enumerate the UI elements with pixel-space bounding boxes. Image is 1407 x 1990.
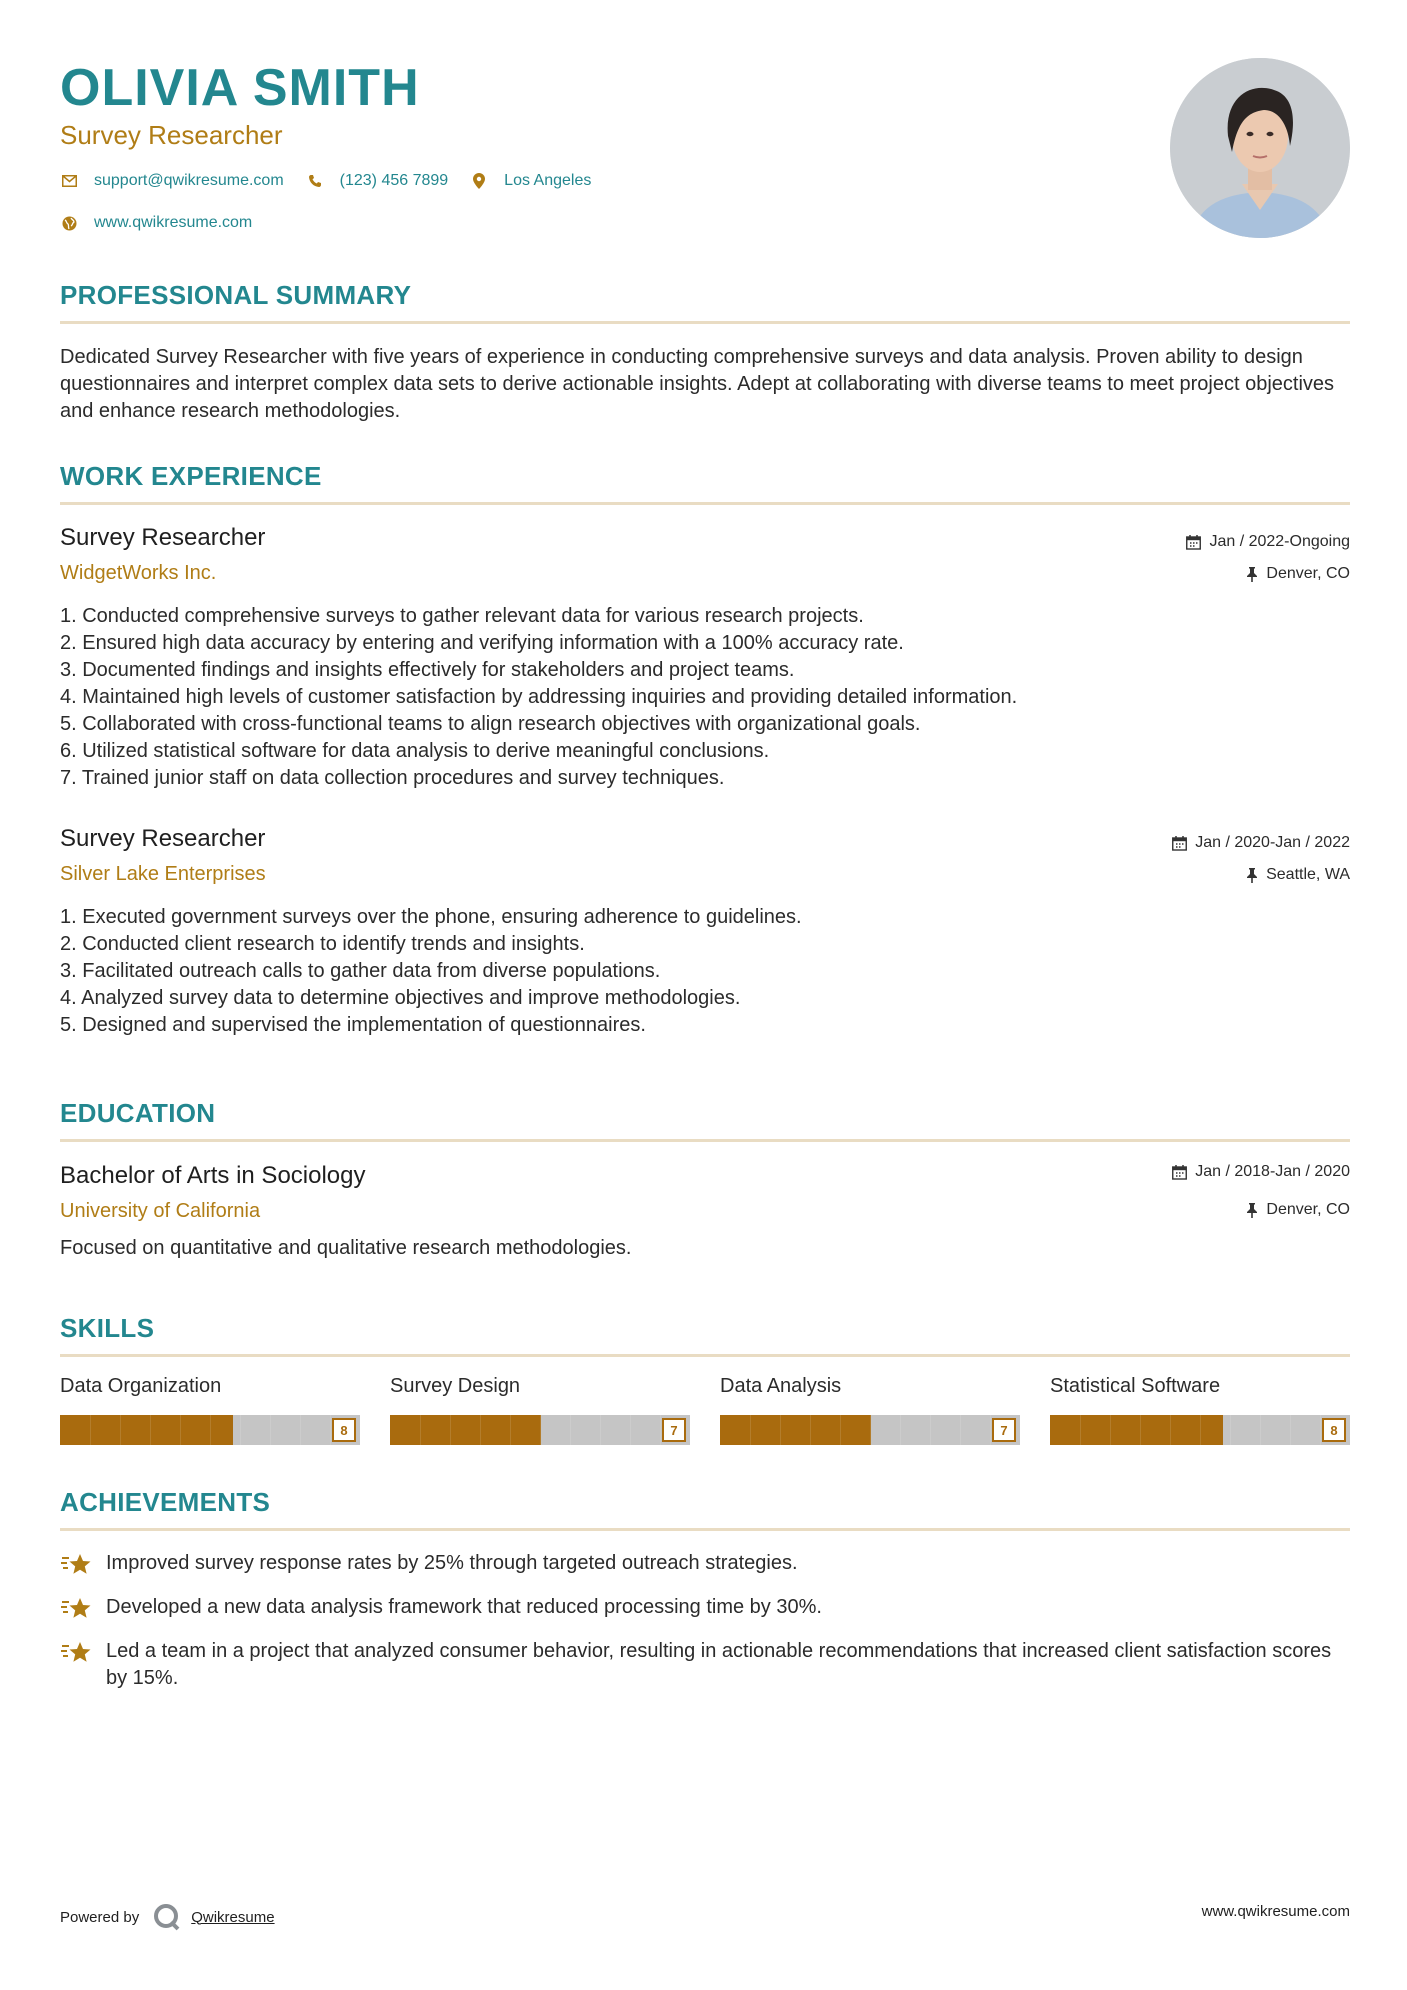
- skill-bar-segment: [150, 1415, 151, 1445]
- website-text: www.qwikresume.com: [94, 214, 253, 231]
- skill-bar-segment: [1080, 1415, 1081, 1445]
- powered-by-label: Powered by: [60, 1908, 140, 1926]
- email-text: support@qwikresume.com: [94, 172, 284, 189]
- footer-website[interactable]: www.qwikresume.com: [1201, 1903, 1350, 1920]
- skill-bar-segment: [210, 1415, 211, 1445]
- job-location: [1246, 866, 1350, 884]
- phone-text: (123) 456 7899: [339, 172, 449, 189]
- skill-item: [60, 1375, 360, 1445]
- calendar-icon: [1172, 1165, 1187, 1180]
- pushpin-icon: [1246, 1203, 1258, 1218]
- job-company: WidgetWorks Inc.: [60, 562, 217, 584]
- contact-location: [470, 172, 591, 190]
- job-location-text: Seattle, WA: [1266, 866, 1350, 883]
- list-item: 1. Executed government surveys over the phone, ensuring adherence to guidelines.: [60, 906, 802, 928]
- qwikresume-logo-icon: [153, 1903, 183, 1931]
- skill-bar-segment: [1140, 1415, 1141, 1445]
- skill-bar-segment: [510, 1415, 511, 1445]
- section-title-experience: WORK EXPERIENCE: [60, 461, 322, 491]
- job-title: Survey Researcher: [60, 524, 266, 551]
- contact-website[interactable]: [60, 214, 252, 232]
- skill-bar: [720, 1415, 1020, 1445]
- list-item: 3. Facilitated outreach calls to gather data from diverse populations.: [60, 960, 661, 982]
- skill-bar-segment: [450, 1415, 451, 1445]
- calendar-icon: [1172, 836, 1187, 851]
- phone-icon: [306, 172, 324, 190]
- list-item: 1. Conducted comprehensive surveys to gather relevant data for various research projects.: [60, 605, 864, 627]
- achievement-text: Developed a new data analysis framework that reduced processing time by 30%.: [106, 1596, 822, 1618]
- achievement-text: Led a team in a project that analyzed consumer behavior, resulting in actionable recommendations that increased client satisfaction scores by 15%.: [106, 1640, 1332, 1689]
- job-title: Survey Researcher: [60, 825, 266, 852]
- skill-bar-segment: [270, 1415, 271, 1445]
- skill-bar-segment: [570, 1415, 571, 1445]
- skill-bar: [60, 1415, 360, 1445]
- skill-bar-segment: [750, 1415, 751, 1445]
- skill-bar-fill: [720, 1415, 871, 1445]
- degree-title: Bachelor of Arts in Sociology: [60, 1162, 366, 1189]
- education-location-text: Denver, CO: [1266, 1201, 1350, 1218]
- skill-bar-segment: [330, 1415, 331, 1445]
- skill-bar-segment: [1260, 1415, 1261, 1445]
- skill-bar-segment: [930, 1415, 931, 1445]
- pushpin-icon: [1246, 567, 1258, 582]
- skill-name: Survey Design: [390, 1375, 521, 1397]
- section-title-education: EDUCATION: [60, 1098, 216, 1128]
- skill-bar: [1050, 1415, 1350, 1445]
- qwikresume-link[interactable]: Qwikresume: [191, 1908, 275, 1926]
- skill-bar-segment: [1320, 1415, 1321, 1445]
- skill-bar-segment: [990, 1415, 991, 1445]
- job-duties-list: [60, 904, 1350, 1039]
- contact-email[interactable]: [60, 172, 284, 190]
- section-divider: [60, 1528, 1350, 1531]
- skill-bar-segment: [1290, 1415, 1291, 1445]
- job-company: Silver Lake Enterprises: [60, 863, 266, 885]
- section-divider: [60, 502, 1350, 505]
- skill-level-badge: 7: [992, 1418, 1016, 1442]
- education-description: Focused on quantitative and qualitative research methodologies.: [60, 1237, 632, 1259]
- skill-bar-segment: [900, 1415, 901, 1445]
- list-item: 4. Maintained high levels of customer satisfaction by addressing inquiries and providing detailed information.: [60, 686, 1018, 708]
- education-dates-text: Jan / 2018-Jan / 2020: [1195, 1163, 1350, 1180]
- job-location: [1246, 565, 1350, 583]
- achievement-text: Improved survey response rates by 25% through targeted outreach strategies.: [106, 1552, 798, 1574]
- pushpin-icon: [1246, 868, 1258, 883]
- job-dates: [1186, 533, 1350, 551]
- skill-bar-segment: [540, 1415, 541, 1445]
- section-title-skills: SKILLS: [60, 1313, 155, 1343]
- education-location: [1246, 1201, 1350, 1219]
- list-item: 2. Ensured high data accuracy by entering and verifying information with a 100% accuracy rate.: [60, 632, 904, 654]
- section-divider: [60, 321, 1350, 324]
- skill-bar-segment: [600, 1415, 601, 1445]
- globe-icon: [60, 214, 78, 232]
- school-name: University of California: [60, 1200, 261, 1222]
- job-dates-text: Jan / 2022-Ongoing: [1209, 533, 1350, 550]
- section-divider: [60, 1354, 1350, 1357]
- star-icon: [60, 1594, 94, 1627]
- star-icon: [60, 1638, 94, 1692]
- section-divider: [60, 1139, 1350, 1142]
- contact-row-website: [60, 214, 274, 232]
- skill-bar-segment: [420, 1415, 421, 1445]
- list-item: 6. Utilized statistical software for data analysis to derive meaningful conclusions.: [60, 740, 770, 762]
- skill-bar-segment: [660, 1415, 661, 1445]
- skill-bar: [390, 1415, 690, 1445]
- skill-bar-segment: [240, 1415, 241, 1445]
- education-dates: [1172, 1163, 1350, 1181]
- skill-bar-segment: [630, 1415, 631, 1445]
- map-pin-icon: [470, 172, 488, 190]
- list-item: 5. Designed and supervised the implementation of questionnaires.: [60, 1014, 646, 1036]
- contact-row: [60, 172, 613, 190]
- job-dates: [1172, 834, 1350, 852]
- skill-name: Data Organization: [60, 1375, 222, 1397]
- calendar-icon: [1186, 535, 1201, 550]
- skill-bar-segment: [780, 1415, 781, 1445]
- skill-bar-segment: [120, 1415, 121, 1445]
- list-item: 4. Analyzed survey data to determine objectives and improve methodologies.: [60, 987, 741, 1009]
- list-item: 5. Collaborated with cross-functional teams to align research objectives with organizational goals.: [60, 713, 921, 735]
- skill-bar-segment: [810, 1415, 811, 1445]
- skill-bar-fill: [390, 1415, 541, 1445]
- skill-item: [720, 1375, 1020, 1445]
- skill-bar-segment: [300, 1415, 301, 1445]
- job-location-text: Denver, CO: [1266, 565, 1350, 582]
- powered-by: [60, 1903, 275, 1931]
- envelope-icon: [60, 172, 78, 190]
- list-item: 3. Documented findings and insights effectively for stakeholders and project teams.: [60, 659, 795, 681]
- list-item: 2. Conducted client research to identify trends and insights.: [60, 933, 585, 955]
- job-duties-list: [60, 603, 1350, 792]
- skill-bar-fill: [1050, 1415, 1223, 1445]
- location-text: Los Angeles: [504, 172, 592, 189]
- achievement-item: [60, 1594, 1350, 1627]
- skill-bar-segment: [870, 1415, 871, 1445]
- list-item: 7. Trained junior staff on data collection procedures and survey techniques.: [60, 767, 725, 789]
- section-title-achievements: ACHIEVEMENTS: [60, 1487, 271, 1517]
- skill-bar-segment: [1230, 1415, 1231, 1445]
- skill-name: Statistical Software: [1050, 1375, 1221, 1397]
- summary-text: Dedicated Survey Researcher with five years of experience in conducting comprehensive surveys and data analysis. Proven ability to design questionnaires and interpret complex data sets to derive actionable insights. Adept at collaborating with diverse teams to meet project objectives and enhance research methodologies.: [60, 346, 1335, 422]
- skill-bar-segment: [960, 1415, 961, 1445]
- job-dates-text: Jan / 2020-Jan / 2022: [1195, 834, 1350, 851]
- skill-item: [1050, 1375, 1350, 1445]
- skill-bar-segment: [90, 1415, 91, 1445]
- skill-bar-segment: [1110, 1415, 1111, 1445]
- skill-item: [390, 1375, 690, 1445]
- skill-level-badge: 8: [332, 1418, 356, 1442]
- skill-bar-segment: [1170, 1415, 1171, 1445]
- candidate-name: OLIVIA SMITH: [60, 59, 420, 117]
- candidate-role: Survey Researcher: [60, 120, 283, 150]
- achievement-item: [60, 1550, 1350, 1583]
- achievement-item: [60, 1638, 1350, 1692]
- star-icon: [60, 1550, 94, 1583]
- skill-bar-segment: [180, 1415, 181, 1445]
- skill-bar-fill: [60, 1415, 233, 1445]
- contact-phone[interactable]: [306, 172, 449, 190]
- section-title-summary: PROFESSIONAL SUMMARY: [60, 280, 412, 310]
- skill-name: Data Analysis: [720, 1375, 842, 1397]
- skill-level-badge: 8: [1322, 1418, 1346, 1442]
- skill-bar-segment: [480, 1415, 481, 1445]
- skill-level-badge: 7: [662, 1418, 686, 1442]
- skill-bar-segment: [840, 1415, 841, 1445]
- profile-photo: [1170, 58, 1350, 238]
- skill-bar-segment: [1200, 1415, 1201, 1445]
